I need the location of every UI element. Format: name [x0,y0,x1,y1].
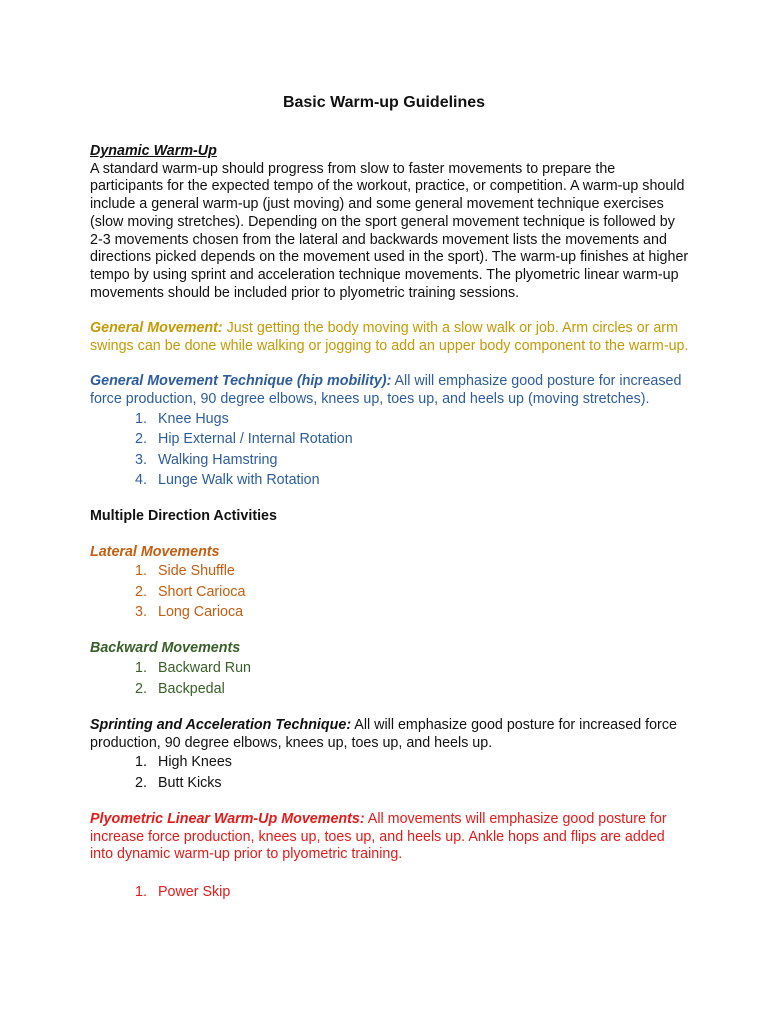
list-item-label: Knee Hugs [158,410,229,427]
technique-section [90,373,690,408]
list-item-label: Butt Kicks [158,774,222,791]
sprint-heading: Sprinting and Acceleration Technique: [90,716,352,733]
list-item: 4. Lunge Walk with Rotation [135,472,320,489]
plyo-list [90,882,690,903]
backward-list [90,658,690,699]
dynamic-heading: Dynamic Warm-Up [90,143,217,159]
document-body [90,143,690,902]
backward-heading: Backward Movements [90,640,241,657]
list-item-label: Side Shuffle [158,563,235,580]
list-item-label: Short Carioca [158,583,246,600]
list-item: 2. Backpedal [135,680,225,697]
general-section [90,320,690,355]
list-item: 1. Backward Run [135,660,251,677]
list-item-label: Lunge Walk with Rotation [158,472,320,489]
list-item-label: Power Skip [158,883,231,900]
list-item: 3. Walking Hamstring [135,451,278,468]
lateral-heading: Lateral Movements [90,543,220,560]
lateral-list [90,561,690,623]
sprint-list [90,752,690,793]
dynamic-section [90,143,690,302]
general-body: Just getting the body moving with a slow walk or job. Arm circles or arm swings can be done while walking or jogging to add an upper body component to the warm-up. [90,320,689,354]
list-item: 1. Side Shuffle [135,563,235,580]
plyo-heading: Plyometric Linear Warm-Up Movements: [90,810,365,827]
list-item: 2. Hip External / Internal Rotation [135,431,353,448]
list-item: 1. High Knees [135,754,232,771]
sprint-body: All will emphasize good posture for increased force production, 90 degree elbows, knees up, toes up, and heels up. [90,716,677,751]
multiple-heading: Multiple Direction Activities [90,508,277,525]
list-item-label: Backpedal [158,680,225,697]
list-item-label: High Knees [158,754,232,771]
general-heading: General Movement: [90,320,223,337]
plyo-body: All movements will emphasize good posture for increase force production, knees up, toes up, and heels up. Ankle hops and flips are added into dynamic warm-up prior to plyometric training. [90,810,667,863]
list-item-label: Backward Run [158,660,251,677]
list-item: 3. Long Carioca [135,604,244,621]
list-item: 1. Knee Hugs [135,410,229,427]
technique-heading: General Movement Technique (hip mobility): [90,373,392,390]
list-item-label: Walking Hamstring [158,451,278,468]
list-item: 2. Butt Kicks [135,774,222,791]
list-item: 2. Short Carioca [135,583,246,600]
technique-body: All will emphasize good posture for increased force production, 90 degree elbows, knees up, toes up, and heels up (moving stretches). [90,373,682,407]
plyo-section [90,811,690,864]
list-item-label: Long Carioca [158,604,244,621]
page-title: Basic Warm-up Guidelines [282,94,486,111]
list-item-label: Hip External / Internal Rotation [158,431,353,448]
sprint-section [90,717,690,752]
list-item: 1. Power Skip [135,883,231,900]
dynamic-body: A standard warm-up should progress from slow to faster movements to prepare the participants for the expected tempo of the workout, practice, or competition. A warm-up should include a general warm-up (just moving) and some general movement technique exercises (slow moving stretches). Depending on the sport general movement technique is followed by 2-3 movements chosen from the lateral and backwards movement lists the movements and directions picked depends on the movement used in the sport). The warm-up finishes at higher tempo by using sprint and acceleration technique movements. The plyometric linear warm-up movements should be included prior to plyometric training sessions. [90,160,689,301]
technique-list [90,409,690,491]
